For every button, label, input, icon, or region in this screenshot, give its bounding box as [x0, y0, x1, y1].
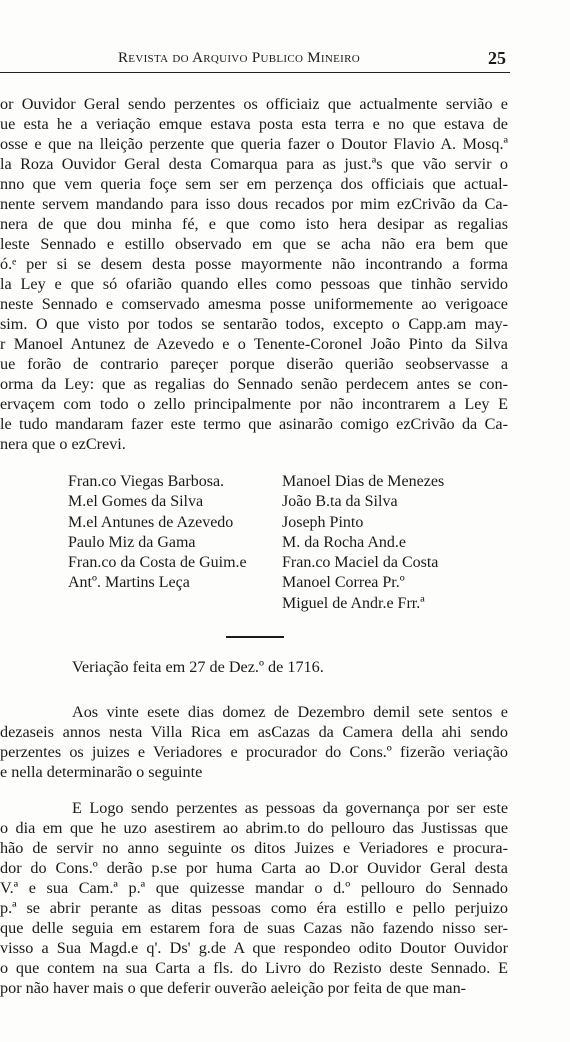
- signature-name: Manoel Correa Pr.º: [282, 574, 405, 592]
- text-line: r Manoel Antunez de Azevedo e o Tenente-Coronel João Pinto da Silva: [0, 335, 508, 353]
- text-line: Aos vinte esete dias domez de Dezembro demil sete sentos e: [72, 703, 508, 721]
- text-line: nera de que dou minha fé, e que como isto hera desipar as regalias: [0, 215, 508, 233]
- signatures-left-column: [68, 472, 247, 594]
- running-title: Revista do Arquivo Publico Mineiro: [118, 50, 360, 66]
- page-header: [0, 44, 520, 72]
- page-number: 25: [488, 48, 506, 68]
- signature-name: Fran.co Viegas Barbosa.: [68, 473, 225, 490]
- text-line: que delle seguia em estarem fora de suas Cazas não fazendo nisso ser-: [0, 919, 508, 937]
- signature-name: Paulo Miz da Gama: [68, 533, 196, 551]
- text-line: nera que o ezCrevi.: [0, 435, 126, 453]
- paragraph-opening: [0, 94, 508, 454]
- text-line: E Logo sendo perzentes as pessoas da governança por ser este: [72, 799, 508, 817]
- text-line: or Ouvidor Geral sendo perzentes os officiaiz que actualmente servião e: [0, 95, 508, 113]
- text-line: osse e que na lleição perzente que queria fazer o Doutor Flavio A. Mosq.ª: [0, 135, 508, 153]
- text-line: sim. O que visto por todos se sentarão todos, excepto o Capp.am may-: [0, 315, 508, 333]
- text-line: le tudo mandaram fazer este termo que asinarão comigo ezCrivão da Ca-: [0, 415, 508, 433]
- text-line: ue forão de contrario pareçer porque diserão querião seobservasse a: [0, 355, 508, 373]
- text-line: la Roza Ouvidor Geral desta Comarqua para as just.ªs que vão servir o: [0, 155, 508, 173]
- text-line: orma da Ley: que as regalias do Sennado senão perdecem antes se con-: [0, 375, 508, 393]
- text-line: dor do Cons.º derão p.se por huma Carta ao D.or Ouvidor Geral desta: [0, 859, 508, 877]
- header-rule: [0, 72, 510, 73]
- signatures-right-column: [282, 472, 444, 614]
- text-line: la Ley e que só ofarião quando elles como pessoas que tinhão servido: [0, 275, 508, 293]
- signature-name: Fran.co da Costa de Guim.e: [68, 554, 247, 572]
- signature-name: Antº. Martins Leça: [68, 574, 190, 592]
- text-line: leste Sennado e estillo observado em que se acha não era bem que: [0, 235, 508, 253]
- text-line: por não haver mais o que deferir ouverão aeleição por feita de que man-: [0, 979, 467, 997]
- text-line: ó.ᵉ per si se desem desta posse mayormente não incontrando a forma: [0, 255, 508, 273]
- text-line: ervaçem com todo o zello principalmente por não incontrarem a Ley E: [0, 395, 508, 413]
- text-line: dezaseis annos nesta Villa Rica em asCazas da Camera della ahi sendo: [0, 723, 508, 741]
- section-title: Veriação feita em 27 de Dez.º de 1716.: [72, 658, 324, 676]
- text-line: V.ª e sua Cam.ª p.ª que quizesse mandar o d.º pellouro do Sennado: [0, 879, 508, 897]
- text-line: neste Sennado e comservado amesma posse uniformemente ao verigoace: [0, 295, 508, 313]
- text-line: o dia em que he uzo asestirem ao abrim.to do pellouro das Justissas que: [0, 819, 508, 837]
- signature-name: Fran.co Maciel da Costa: [282, 554, 439, 572]
- text-line: visso a Sua Magd.e q'. Ds' g.de A que respondeo odito Doutor Ouvidor: [0, 939, 508, 957]
- signature-name: M.el Antunes de Azevedo: [68, 513, 234, 531]
- text-line: ue esta he a veriação emque estava posta esta terra e no que estava de: [0, 115, 508, 133]
- signature-name: M.el Gomes da Silva: [68, 493, 204, 511]
- signature-name: Miguel de Andr.e Frr.ª: [282, 594, 425, 612]
- signature-name: M. da Rocha And.e: [282, 533, 406, 551]
- text-line: o que contem na sua Carta a fls. do Livro do Rezisto deste Sennado. E: [0, 959, 508, 977]
- text-line: p.ª se abrir perante as ditas pessoas como éra estillo e pello perjuizo: [0, 899, 508, 917]
- section-divider: [226, 636, 284, 638]
- signature-name: Manoel Dias de Menezes: [282, 473, 445, 490]
- paragraph-governance: [0, 798, 508, 998]
- text-line: nente servem mandando para isso dous recados por mim ezCrivão da Ca-: [0, 195, 508, 213]
- text-line: nno que vem queria foçe sem ser em perzença dos officiais que actual-: [0, 175, 508, 193]
- text-line: hão de servir no anno seguinte os ditos Juizes e Veriadores e procura-: [0, 839, 508, 857]
- signature-name: João B.ta da Silva: [282, 493, 398, 511]
- text-line: perzentes os juizes e Veriadores e procurador do Cons.º fizerão veriação: [0, 743, 508, 761]
- paragraph-session-opening: [0, 702, 508, 782]
- text-line: e nella determinarão o seguinte: [0, 763, 203, 781]
- signature-name: Joseph Pinto: [282, 513, 364, 531]
